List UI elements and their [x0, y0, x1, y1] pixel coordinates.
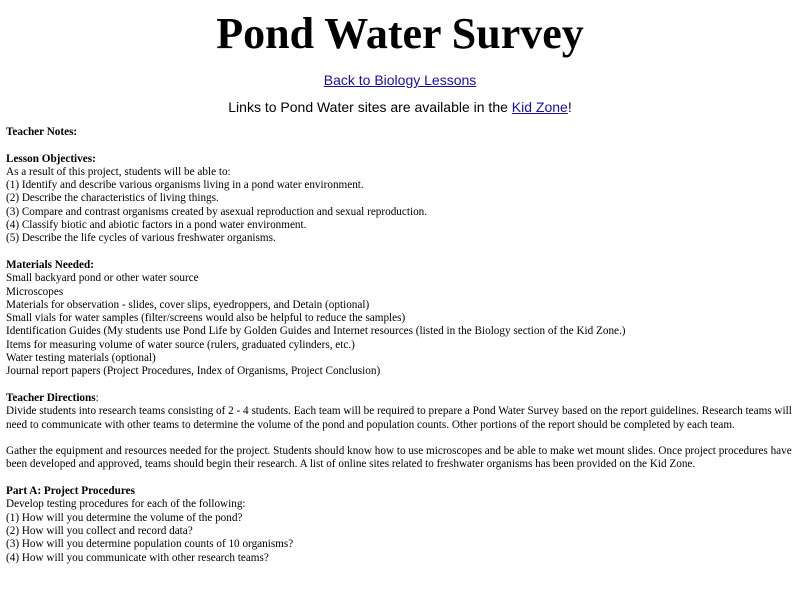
material-line: Materials for observation - slides, cover slips, eyedroppers, and Detain (optional) — [6, 298, 370, 311]
kid-zone-notice-suffix: ! — [567, 99, 572, 115]
objective-line: (3) Compare and contrast organisms created by asexual reproduction and sexual reproduction. — [6, 205, 428, 218]
material-line: Items for measuring volume of water source (rulers, graduated cylinders, etc.) — [6, 338, 355, 351]
teacher-notes-heading: Teacher Notes: — [6, 126, 78, 138]
page-title: Pond Water Survey — [216, 9, 584, 58]
teacher-directions-heading: Teacher Directions — [6, 391, 96, 404]
directions-paragraph: Gather the equipment and resources needed for the project. Students should know how to use microscopes and be able to make wet mount slides. Once project procedures have been developed and approved, teams should begin their research. A list of online sites related to freshwater organisms has been provided on the Kid Zone. — [6, 445, 792, 471]
materials-heading: Materials Needed: — [6, 258, 94, 271]
teacher-directions-heading-row — [6, 392, 794, 405]
part-a-section — [6, 485, 794, 565]
procedure-line: (1) How will you determine the volume of the pond? — [6, 511, 243, 524]
back-to-biology-lessons-link[interactable]: Back to Biology Lessons — [323, 72, 477, 88]
objective-line: (5) Describe the life cycles of various freshwater organisms. — [6, 232, 276, 245]
directions-paragraph: Divide students into research teams consisting of 2 - 4 students. Each team will be required to prepare a Pond Water Survey based on the report guidelines. Research teams will need to communicate with other teams to determine the volume of the pond and population counts. Other portions of the report should be completed by each team. — [6, 405, 792, 431]
part-a-heading: Part A: Project Procedures — [6, 485, 135, 498]
objective-line: (1) Identify and describe various organisms living in a pond water environment. — [6, 179, 364, 192]
lesson-objectives-section — [6, 153, 794, 246]
material-line: Small backyard pond or other water source — [6, 272, 199, 285]
material-line: Journal report papers (Project Procedures, Index of Organisms, Project Conclusion) — [6, 365, 381, 378]
material-line: Microscopes — [6, 285, 64, 298]
back-link-row — [0, 71, 800, 89]
material-line: Small vials for water samples (filter/screens would also be helpful to reduce the samples) — [6, 312, 406, 325]
procedure-line: Develop testing procedures for each of the following: — [6, 498, 246, 511]
materials-section — [6, 259, 794, 379]
teacher-directions-section — [6, 392, 794, 472]
material-line: Identification Guides (My students use Pond Life by Golden Guides and Internet resources (listed in the Biology section of the Kid Zone.) — [6, 325, 626, 338]
procedure-line: (2) How will you collect and record data? — [6, 524, 193, 537]
procedure-line: (3) How will you determine population counts of 10 organisms? — [6, 538, 294, 551]
teacher-directions-heading-colon: : — [95, 391, 99, 404]
kid-zone-notice-prefix: Links to Pond Water sites are available in the — [228, 99, 512, 115]
procedure-line: (4) How will you communicate with other research teams? — [6, 551, 269, 564]
material-line: Water testing materials (optional) — [6, 352, 156, 365]
kid-zone-notice — [0, 98, 800, 116]
objective-line: As a result of this project, students will be able to: — [6, 165, 231, 178]
lesson-content — [6, 126, 794, 565]
kid-zone-link[interactable]: Kid Zone — [511, 99, 568, 115]
lesson-objectives-heading: Lesson Objectives: — [6, 152, 96, 165]
objective-line: (4) Classify biotic and abiotic factors in a pond water environment. — [6, 219, 307, 232]
objective-line: (2) Describe the characteristics of living things. — [6, 192, 219, 205]
